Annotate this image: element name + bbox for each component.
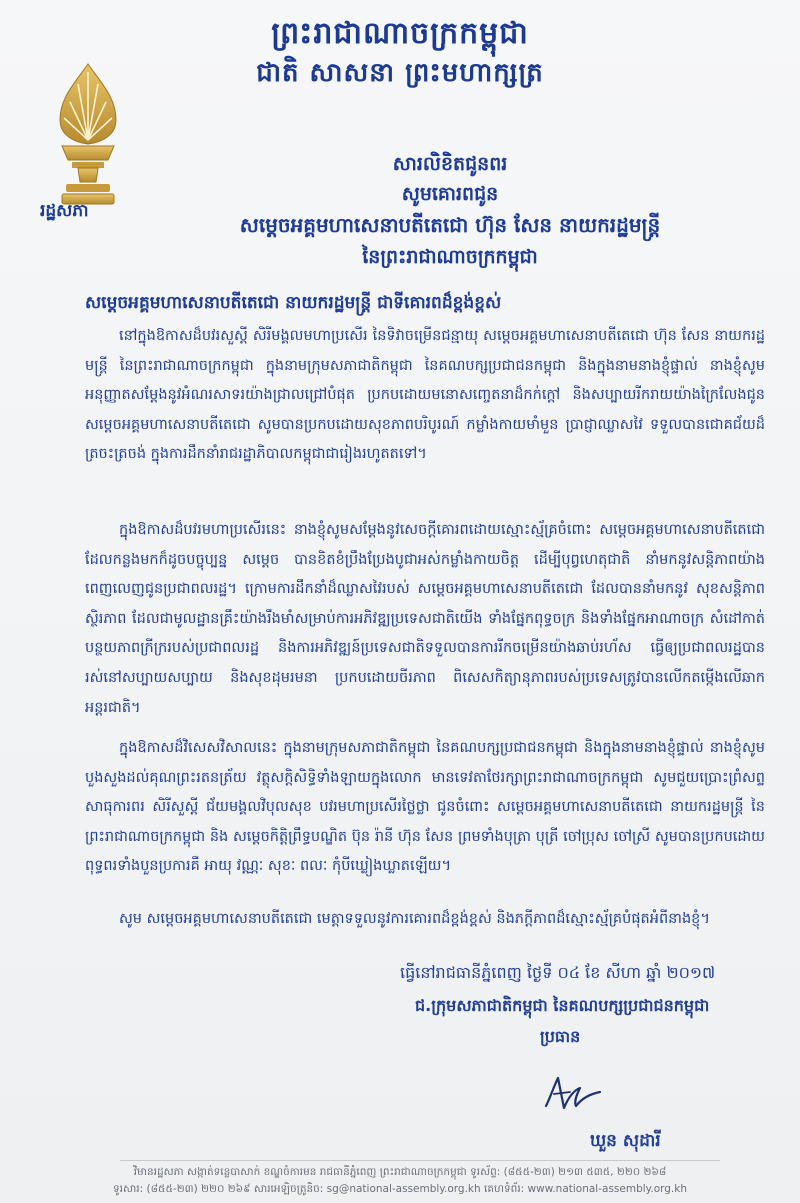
signatory-name: ឃួន សុដារី [590, 1131, 661, 1151]
footer-divider [120, 1160, 720, 1161]
place-and-date: ធ្វើនៅរាជធានីភ្នំពេញ ថ្ងៃទី ០៤ ខែ សីហា ឆ្នាំ ២០១៧ [400, 963, 716, 982]
kingdom-heading: ព្រះរាជាណាចក្រកម្ពុជា [271, 16, 529, 51]
letter-type-title: សារលិខិតជូនពរ [392, 153, 508, 175]
footer-address: វិមានរដ្ឋសភា សង្កាត់ទន្លេបាសាក់ ខណ្ឌចំការមន រាជធានីភ្នំពេញ ព្រះរាជាណាចក្រកម្ពុជា ទូរស័ព្ទ: (៨៥៥-២៣) ២១៣ ៥៣៥, ២២០ ២៦៨ [133, 1166, 667, 1178]
body-paragraph-1: នៅក្នុងឱកាសដ៏បវរសួស្តី សិរីមង្គលមហាប្រសើរ នៃទិវាចម្រើនជន្មាយុ សម្តេចអគ្គមហាសេនាបតីតេជោ ហ៊ុន សែន នាយករដ្ឋមន្ត្រី នៃព្រះរាជាណាចក្រកម្ពុជា ក្នុងនាមក្រុមសភាជាតិកម្ពុជា នៃគណបក្សប្រជាជនកម្ពុជា និងក្នុងនាមនាងខ្ញុំផ្ទាល់ នាងខ្ញុំសូមអនុញ្ញាតសម្តែងនូវអំណរសាទរយ៉ាងជ្រាលជ្រៅបំផុត ប្រកបដោយមនោសញ្ចេតនាដ៏កក់ក្តៅ និងសប្បាយរីករាយយ៉ាងក្រៃលែងជូន សម្តេចអគ្គមហាសេនាបតីតេជោ សូមបានប្រកបដោយសុខភាពបរិបូរណ៍ កម្លាំងកាយមាំមួន ប្រាជ្ញាឈ្លាសវៃ ទទួលបានជោគជ័យដ៏ត្រចះត្រចង់ ក្នុងការដឹកនាំរាជរដ្ឋាភិបាលកម្ពុជាជារៀងរហូតតទៅ។ [85, 328, 765, 463]
signatory-role: ប្រធាន [540, 1027, 581, 1046]
handwritten-signature-icon [540, 1068, 610, 1118]
emblem-label: រដ្ឋសភា [40, 201, 89, 221]
national-motto: ជាតិ សាសនា ព្រះមហាក្សត្រ [256, 58, 544, 88]
addressee-line: សម្តេចអគ្គមហាសេនាបតីតេជោ ហ៊ុន សែន នាយករដ្ឋមន្ត្រី [239, 213, 661, 237]
greeting-line: សូមគោរពជូន [401, 183, 499, 205]
body-paragraph-3: ក្នុងឱកាសដ៏វិសេសវិសាលនេះ ក្នុងនាមក្រុមសភាជាតិកម្ពុជា នៃគណបក្សប្រជាជនកម្ពុជា និងក្នុងនាមនាងខ្ញុំផ្ទាល់ នាងខ្ញុំសូមបួងសួងដល់គុណព្រះរតនត្រ័យ វត្ថុសក្តិសិទ្ធិទាំងឡាយក្នុងលោក មានទេវតាថែរក្សាព្រះរាជាណាចក្រកម្ពុជា សូមជួយប្រោះព្រំសព្ទសាធុការពរ សិរីសួស្តី ជ័យមង្គលវិបុលសុខ បវរមហាប្រសើរថ្លៃថ្លា ជូនចំពោះ សម្តេចអគ្គមហាសេនាបតីតេជោ នាយករដ្ឋមន្ត្រី នៃព្រះរាជាណាចក្រកម្ពុជា និង សម្តេចកិត្តិព្រឹទ្ធបណ្ឌិត ប៊ុន រ៉ានី ហ៊ុន សែន ព្រមទាំងបុត្រា បុត្រី ចៅប្រុស ចៅស្រី សូមបានប្រកបដោយពុទ្ធពរទាំងបួនប្រការគឺ អាយុ វណ្ណៈ សុខៈ ពលៈ កុំបីឃ្លៀងឃ្លាតឡើយ។ [85, 740, 765, 875]
salutation: សម្តេចអគ្គមហាសេនាបតីតេជោ នាយករដ្ឋមន្ត្រី ជាទីគោរពដ៏ខ្ពង់ខ្ពស់ [85, 293, 502, 313]
body-paragraph-4: សូម សម្តេចអគ្គមហាសេនាបតីតេជោ មេត្តាទទួលនូវការគោរពដ៏ខ្ពង់ខ្ពស់ និងភក្តីភាពដ៏ស្មោះស្ម័គ្របំផុតអំពីនាងខ្ញុំ។ [119, 911, 710, 927]
addressee-line-2: នៃព្រះរាជាណាចក្រកម្ពុជា [362, 246, 538, 268]
footer-contact: ទូរសារ: (៨៥៥-២៣) ២២០ ២៦៩ សារអេឡិចត្រូនិច: sg@national-assembly.org.kh គេហទំព័រ: www.national-assembly.org.kh [112, 1183, 688, 1195]
signatory-organization: ជ.ក្រុមសភាជាតិកម្ពុជា នៃគណបក្សប្រជាជនកម្ពុជា [415, 996, 710, 1015]
national-assembly-emblem-icon [52, 62, 124, 212]
body-paragraph-2: ក្នុងឱកាសដ៏បវរមហាប្រសើរនេះ នាងខ្ញុំសូមសម្តែងនូវសេចក្តីគោរពដោយស្មោះស្ម័គ្រចំពោះ សម្តេចអគ្គមហាសេនាបតីតេជោ ដែលកន្លងមកក៏ដូចបច្ចុប្បន្ន សម្តេច បានខិតខំប្រឹងប្រែងបូជាអស់កម្លាំងកាយចិត្ត ដើម្បីបុព្វហេតុជាតិ នាំមកនូវសន្តិភាពយ៉ាងពេញលេញជូនប្រជាពលរដ្ឋ។ ក្រោមការដឹកនាំដ៏ឈ្លាសវៃរបស់ សម្តេចអគ្គមហាសេនាបតីតេជោ ដែលបាននាំមកនូវ សុខសន្តិភាព ស្ថិរភាព ដែលជាមូលដ្ឋានគ្រឹះយ៉ាងរឹងមាំសម្រាប់ការអភិវឌ្ឍប្រទេសជាតិយើង ទាំងផ្នែកពុទ្ធចក្រ និងទាំងផ្នែកអាណាចក្រ សំដៅកាត់បន្ថយភាពក្រីក្ររបស់ប្រជាពលរដ្ឋ និងការអភិវឌ្ឍន៍ប្រទេសជាតិទទួលបានការរីកចម្រើនយ៉ាងឆាប់រហ័ស ធ្វើឲ្យប្រជាពលរដ្ឋបានរស់នៅសប្បាយសប្បាយ និងសុខដុមរមនា ប្រកបដោយចីរភាព ពិសេសកិត្យានុភាពរបស់ប្រទេសត្រូវបានលើកតម្កើងលើឆាកអន្តរជាតិ។ [85, 522, 765, 716]
